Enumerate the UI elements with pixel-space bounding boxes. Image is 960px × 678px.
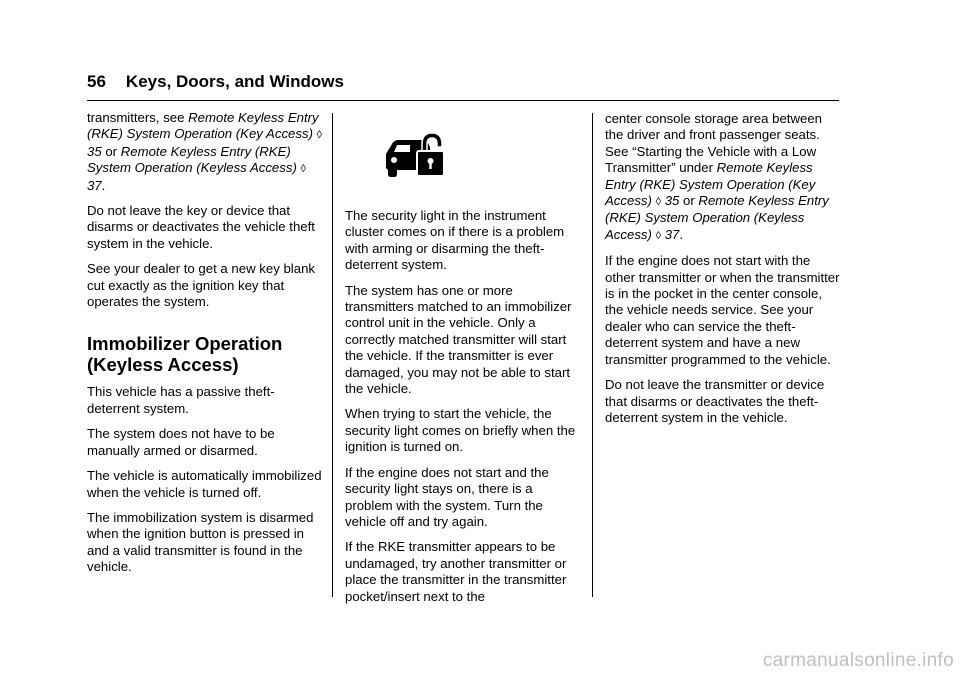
paragraph: The security light in the instrument cluster comes on if there is a problem with arming or disarming the theft-deterrent system.	[345, 208, 565, 273]
page-reference[interactable]: 37	[87, 177, 102, 193]
cross-reference-link[interactable]: Remote Keyless Entry (RKE) System Operation (Keyless Access)	[605, 193, 829, 242]
reference-arrow-icon: ◊	[655, 229, 662, 242]
paragraph: This vehicle has a passive theft-deterrent system.	[87, 384, 275, 416]
paragraph: If the engine does not start and the security light stays on, there is a problem with the system. Turn the vehicle off and try again.	[345, 464, 549, 529]
cross-reference-link[interactable]: Remote Keyless Entry (RKE) System Operation (Key Access)	[87, 110, 319, 142]
paragraph: The vehicle is automatically immobilized when the vehicle is turned off.	[87, 468, 322, 500]
column-3	[605, 111, 841, 435]
paragraph: The immobilization system is disarmed when the ignition button is pressed in and a valid transmitter is found in the vehicle.	[87, 509, 314, 575]
column-2	[345, 110, 583, 614]
section-title: Keys, Doors, and Windows	[125, 72, 344, 91]
paragraph: The system does not have to be manually armed or disarmed.	[87, 426, 275, 458]
page-reference[interactable]: 35	[87, 143, 102, 159]
page-reference[interactable]: 35	[664, 193, 680, 209]
paragraph: transmitters, see Remote Keyless Entry (RKE) System Operation (Key Access) ◊ 35 or Remote Keyless Entry (RKE) System Operation (Keyless Access) ◊ 37.	[87, 110, 323, 193]
paragraph: If the engine does not start with the other transmitter or when the transmitter is in the pocket in the center console, the vehicle needs service. See your dealer who can service the theft-deterrent system and have a new transmitter programmed to the vehicle.	[605, 253, 840, 367]
cross-reference-link[interactable]: Remote Keyless Entry (RKE) System Operation (Keyless Access)	[87, 143, 297, 176]
page-header	[87, 72, 839, 101]
paragraph: center console storage area between the driver and front passenger seats. See “Starting the Vehicle with a Low Transmitter” under Remote Keyless Entry (RKE) System Operation (Key Access) ◊ 35 or Remote Keyless Entry (RKE) System Operation (Keyless Access) ◊ 37.	[605, 111, 829, 242]
column-1	[87, 110, 323, 585]
paragraph: If the RKE transmitter appears to be undamaged, try another transmitter or place the transmitter in the transmitter pocket/insert next to the	[345, 539, 567, 604]
cross-reference-link[interactable]: Remote Keyless Entry (RKE) System Operation (Key Access)	[605, 160, 816, 209]
watermark: carmanualsonline.info	[762, 650, 954, 671]
section-heading: Immobilizer Operation (Keyless Access)	[87, 333, 283, 376]
paragraph: The system has one or more transmitters matched to an immobilizer control unit in the vehicle. Only a correctly matched transmitter will start the vehicle. If the transmitter is ever damaged, you may not be able to start the vehicle.	[345, 282, 572, 397]
reference-arrow-icon: ◊	[655, 196, 662, 209]
reference-arrow-icon: ◊	[300, 163, 306, 176]
column-divider	[332, 113, 333, 597]
reference-arrow-icon: ◊	[316, 129, 323, 142]
paragraph: See your dealer to get a new key blank cut exactly as the ignition key that operates the system.	[87, 261, 315, 310]
column-divider	[592, 113, 593, 597]
paragraph: When trying to start the vehicle, the security light comes on briefly when the ignition is turned on.	[345, 406, 576, 455]
paragraph: Do not leave the key or device that disarms or deactivates the vehicle theft system in the vehicle.	[87, 203, 315, 251]
page-reference[interactable]: 37	[664, 226, 680, 242]
security-light-icon	[384, 130, 446, 182]
paragraph: Do not leave the transmitter or device that disarms or deactivates the theft-deterrent system in the vehicle.	[605, 377, 825, 425]
page-number: 56	[87, 72, 106, 91]
